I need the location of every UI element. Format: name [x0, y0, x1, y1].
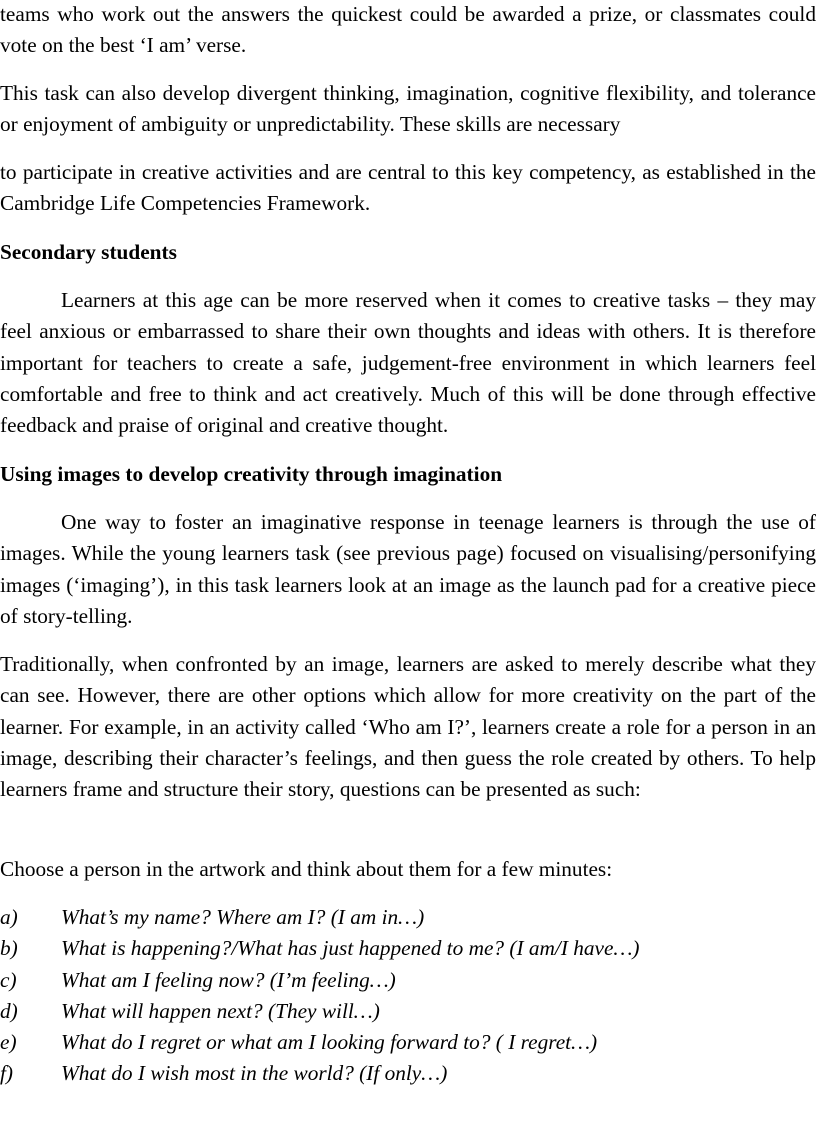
question-item — [0, 1058, 816, 1089]
paragraph-prize-voting: teams who work out the answers the quickest could be awarded a prize, or classmates could vote on the best ‘I am’ verse. — [0, 2, 816, 58]
paragraph-imaginative-response: One way to foster an imaginative response in teenage learners is through the use of images. While the young learners task (see previous page) focused on visualising/personifying images (‘imaging’), in this task learners look at an image as the launch pad for a creative piece of story-telling. — [0, 510, 816, 628]
paragraph-choose-person: Choose a person in the artwork and think about them for a few minutes: — [0, 857, 613, 881]
question-marker: e) — [0, 1030, 17, 1055]
question-text: What is happening?/What has just happened to me? (I am/I have…) — [61, 936, 640, 961]
question-text: What do I wish most in the world? (If only…) — [61, 1061, 448, 1086]
question-text: What’s my name? Where am I? (I am in…) — [61, 905, 425, 929]
question-item — [0, 1027, 816, 1058]
question-marker: f) — [0, 1061, 14, 1086]
question-marker: c) — [0, 967, 17, 992]
question-marker: a) — [0, 905, 18, 929]
paragraph-divergent-thinking: This task can also develop divergent thinking, imagination, cognitive flexibility, and tolerance or enjoyment of ambiguity or unpredictability. These skills are necessary — [0, 81, 816, 137]
question-marker: b) — [0, 936, 18, 961]
question-text: What will happen next? (They will…) — [61, 998, 380, 1023]
paragraph-key-competency: to participate in creative activities and are central to this key competency, as established in the Cambridge Life Competencies Framework. — [0, 160, 816, 216]
question-item — [0, 933, 816, 964]
paragraph-secondary-learners: Learners at this age can be more reserved when it comes to creative tasks – they may feel anxious or embarrassed to share their own thoughts and ideas with others. It is therefore important for teachers to create a safe, judgement-free environment in which learners feel comfortable and free to think and act creatively. Much of this will be done through effective feedback and praise of original and creative thought. — [0, 288, 816, 438]
question-item — [0, 902, 816, 933]
question-item — [0, 996, 816, 1027]
question-text: What am I feeling now? (I’m feeling…) — [61, 967, 396, 992]
question-list — [0, 902, 816, 1090]
question-marker: d) — [0, 998, 18, 1023]
heading-secondary-students: Secondary students — [0, 240, 177, 264]
heading-using-images: Using images to develop creativity through imagination — [0, 462, 503, 486]
question-text: What do I regret or what am I looking forward to? ( I regret…) — [61, 1030, 598, 1055]
question-item — [0, 965, 816, 996]
paragraph-who-am-i: Traditionally, when confronted by an image, learners are asked to merely describe what they can see. However, there are other options which allow for more creativity on the part of the learner. For example, in an activity called ‘Who am I?’, learners create a role for a person in an image, describing their character’s feelings, and then guess the role created by others. To help learners frame and structure their story, questions can be presented as such: — [0, 652, 816, 802]
